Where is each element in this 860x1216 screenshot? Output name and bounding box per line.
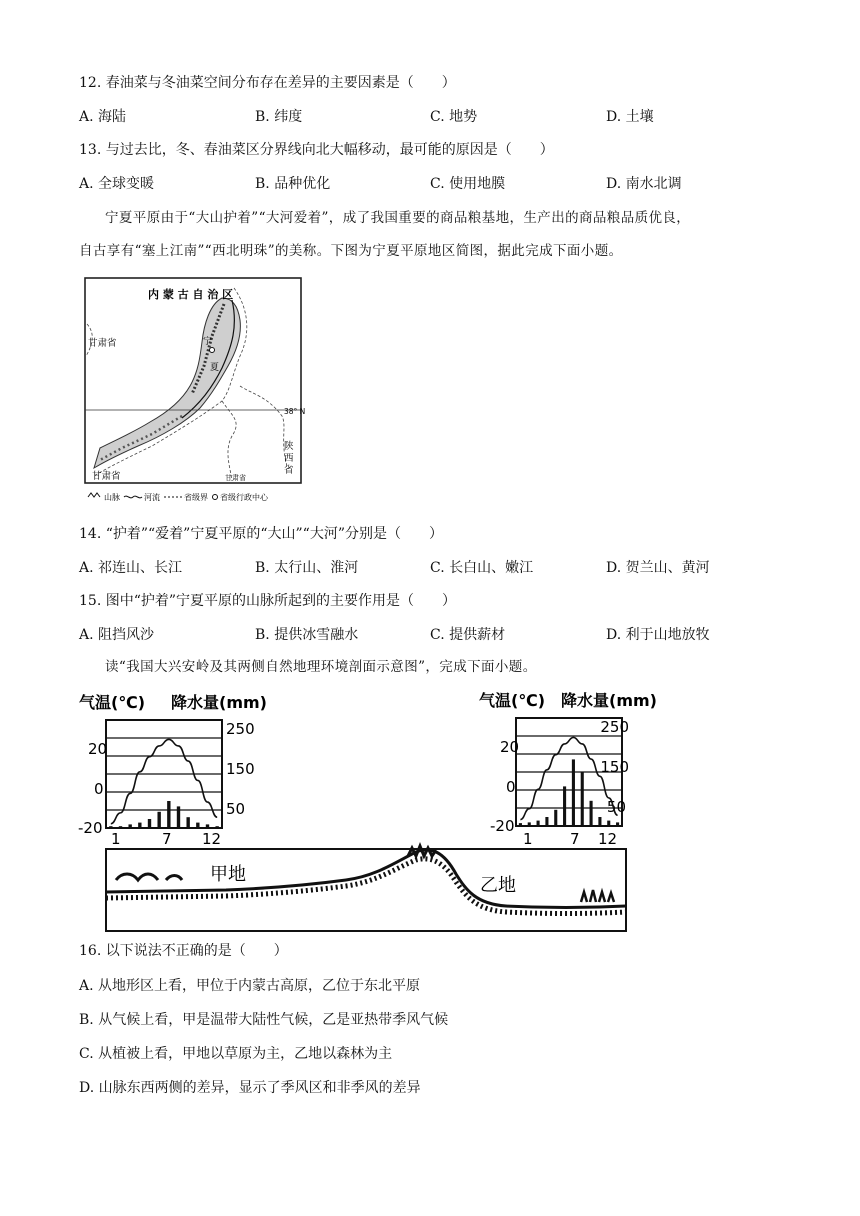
q13-option-c[interactable]: C. 使用地膜: [430, 176, 506, 192]
legend-border-label: 省级界: [184, 493, 208, 502]
left-precip-bar: [206, 824, 209, 828]
ningxia-map: [82, 276, 304, 506]
left-precip-tick-50: 50: [226, 800, 246, 818]
question-12-options: [79, 107, 719, 127]
climate-chart-jia: [78, 720, 255, 848]
map-label-ning: 宁: [203, 337, 213, 347]
right-precip-bar: [581, 772, 584, 826]
right-precip-bar: [528, 822, 531, 826]
terrain-surface: [106, 850, 626, 908]
passage-ningxia-line-1: 宁夏平原由于“大山护着”“大河爱着”，成了我国重要的商品粮基地，生产出的商品粮品质优良，: [105, 210, 691, 226]
legend-river-label: 河流: [144, 493, 160, 502]
passage-daxinganling-line-1: 读“我国大兴安岭及其两侧自然地理环境剖面示意图”，完成下面小题。: [105, 659, 537, 675]
q12-option-d[interactable]: D. 土壤: [606, 109, 654, 125]
right-temp-axis-label: 气温(℃): [479, 691, 546, 710]
left-month-tick-7: 7: [162, 830, 172, 848]
left-precip-bar: [148, 819, 151, 828]
left-precip-bar: [128, 824, 131, 828]
map-label-latitude: 38° N: [284, 407, 306, 416]
q13-option-d[interactable]: D. 南水北调: [606, 176, 682, 192]
right-precip-bar: [607, 821, 610, 826]
right-precip-bar: [590, 801, 593, 826]
q14-option-b[interactable]: B. 太行山、淮河: [255, 560, 359, 576]
question-15-stem: 15. 图中“护着”宁夏平原的山脉所起到的主要作用是（ ）: [79, 593, 457, 609]
left-temp-tick-neg20: -20: [78, 819, 103, 837]
map-title-inner-mongolia: 内 蒙 古 自 治 区: [148, 288, 234, 301]
right-temp-tick-20: 20: [500, 738, 520, 756]
left-precip-tick-250: 250: [226, 720, 255, 738]
question-14-options: [79, 558, 719, 578]
left-temp-axis-label: 气温(℃): [79, 693, 146, 712]
right-precip-bar: [616, 822, 619, 826]
right-month-tick-1: 1: [523, 830, 533, 848]
right-temp-tick-0: 0: [506, 778, 516, 796]
left-precip-bar: [177, 806, 180, 828]
left-month-tick-12: 12: [202, 830, 222, 848]
q12-option-b[interactable]: B. 纬度: [255, 109, 303, 125]
left-precip-bar: [119, 826, 122, 828]
q16-option-c[interactable]: C. 从植被上看，甲地以草原为主，乙地以森林为主: [79, 1046, 393, 1062]
left-precip-bar: [196, 823, 199, 828]
legend-capital-icon: [213, 495, 218, 500]
q16-option-a[interactable]: A. 从地形区上看，甲位于内蒙古高原，乙位于东北平原: [79, 978, 421, 994]
right-precip-bar: [519, 823, 522, 826]
passage-ningxia: [79, 202, 789, 268]
climate-chart-yi: [490, 718, 629, 848]
left-precip-bar: [186, 817, 189, 828]
map-label-gansu-small: 甘肃省: [225, 474, 246, 482]
q12-option-a[interactable]: A. 海陆: [79, 109, 127, 125]
map-legend: [88, 492, 269, 502]
left-temp-tick-20: 20: [88, 740, 108, 758]
question-15-options: [79, 625, 719, 645]
label-yi: 乙地: [480, 875, 516, 896]
q15-option-d[interactable]: D. 利于山地放牧: [606, 627, 710, 643]
map-label-gansu-bottom: 甘肃省: [92, 471, 121, 482]
right-precip-bar: [537, 821, 540, 826]
legend-river-icon: [124, 496, 142, 498]
q15-option-b[interactable]: B. 提供冰雪融水: [255, 627, 359, 643]
question-12-stem: 12. 春油菜与冬油菜空间分布存在差异的主要因素是（ ）: [79, 75, 456, 91]
left-temperature-curve: [111, 739, 217, 823]
q14-option-c[interactable]: C. 长白山、嫩江: [430, 560, 534, 576]
left-precip-bar: [215, 826, 218, 828]
legend-capital-label: 省级行政中心: [220, 493, 268, 502]
right-precip-bar: [598, 817, 601, 826]
map-label-xia: 夏: [210, 363, 220, 373]
map-label-gansu-top: 甘肃省: [88, 338, 117, 349]
right-precip-tick-50: 50: [606, 798, 626, 816]
right-precip-bar: [545, 817, 548, 826]
map-label-shaanxi-2: 西: [284, 453, 294, 464]
q15-option-a[interactable]: A. 阻挡风沙: [79, 627, 155, 643]
left-precip-bar: [167, 801, 170, 828]
map-label-shaanxi-3: 省: [284, 465, 294, 476]
terrain-hatching: [106, 859, 626, 914]
right-precip-tick-150: 150: [600, 758, 629, 776]
right-temperature-curve: [520, 737, 617, 819]
forest-yi-icon: [581, 890, 614, 902]
right-precip-bar: [572, 759, 575, 826]
question-13-stem: 13. 与过去比，冬、春油菜区分界线向北大幅移动，最可能的原因是（ ）: [79, 142, 554, 158]
right-precip-bar: [563, 786, 566, 826]
right-precip-bar: [554, 810, 557, 826]
right-month-tick-7: 7: [570, 830, 580, 848]
q12-option-c[interactable]: C. 地势: [430, 109, 478, 125]
q16-option-d[interactable]: D. 山脉东西两侧的差异，显示了季风区和非季风的差异: [79, 1080, 421, 1096]
capital-marker-icon: [210, 348, 215, 353]
grassland-jia-icon: [116, 874, 182, 880]
profile-figure: [76, 684, 657, 936]
right-month-tick-12: 12: [598, 830, 618, 848]
left-precip-bar: [138, 823, 141, 828]
ningxia-map-figure: [82, 276, 304, 506]
profile-diagram: [76, 684, 657, 936]
q13-option-b[interactable]: B. 品种优化: [255, 176, 331, 192]
right-precip-tick-250: 250: [600, 718, 629, 736]
passage-daxinganling: [79, 651, 789, 684]
terrain-profile: [106, 846, 626, 931]
right-temp-tick-neg20: -20: [490, 817, 515, 835]
map-label-shaanxi-1: 陕: [284, 441, 294, 452]
label-jia: 甲地: [210, 864, 246, 885]
legend-mountain-icon: [88, 493, 100, 497]
legend-mountain-label: 山脉: [104, 493, 120, 502]
right-precip-axis-label: 降水量(mm): [561, 691, 657, 710]
q15-option-c[interactable]: C. 提供薪材: [430, 627, 506, 643]
q14-option-a[interactable]: A. 祁连山、长江: [79, 560, 183, 576]
left-temp-tick-0: 0: [94, 780, 104, 798]
question-16-stem: 16. 以下说法不正确的是（ ）: [79, 943, 288, 959]
q14-option-d[interactable]: D. 贺兰山、黄河: [606, 560, 710, 576]
q13-option-a[interactable]: A. 全球变暖: [79, 176, 155, 192]
left-precip-axis-label: 降水量(mm): [171, 693, 267, 712]
left-precip-tick-150: 150: [226, 760, 255, 778]
q16-option-b[interactable]: B. 从气候上看，甲是温带大陆性气候，乙是亚热带季风气候: [79, 1012, 449, 1028]
left-month-tick-1: 1: [111, 830, 121, 848]
passage-ningxia-line-2: 自古享有“塞上江南”“西北明珠”的美称。下图为宁夏平原地区简图，据此完成下面小题。: [79, 243, 623, 259]
question-13-options: [79, 174, 719, 194]
left-precip-bar: [157, 812, 160, 828]
question-14-stem: 14. “护着”“爱着”宁夏平原的“大山”“大河”分别是（ ）: [79, 526, 443, 542]
left-precip-bar: [109, 826, 112, 828]
